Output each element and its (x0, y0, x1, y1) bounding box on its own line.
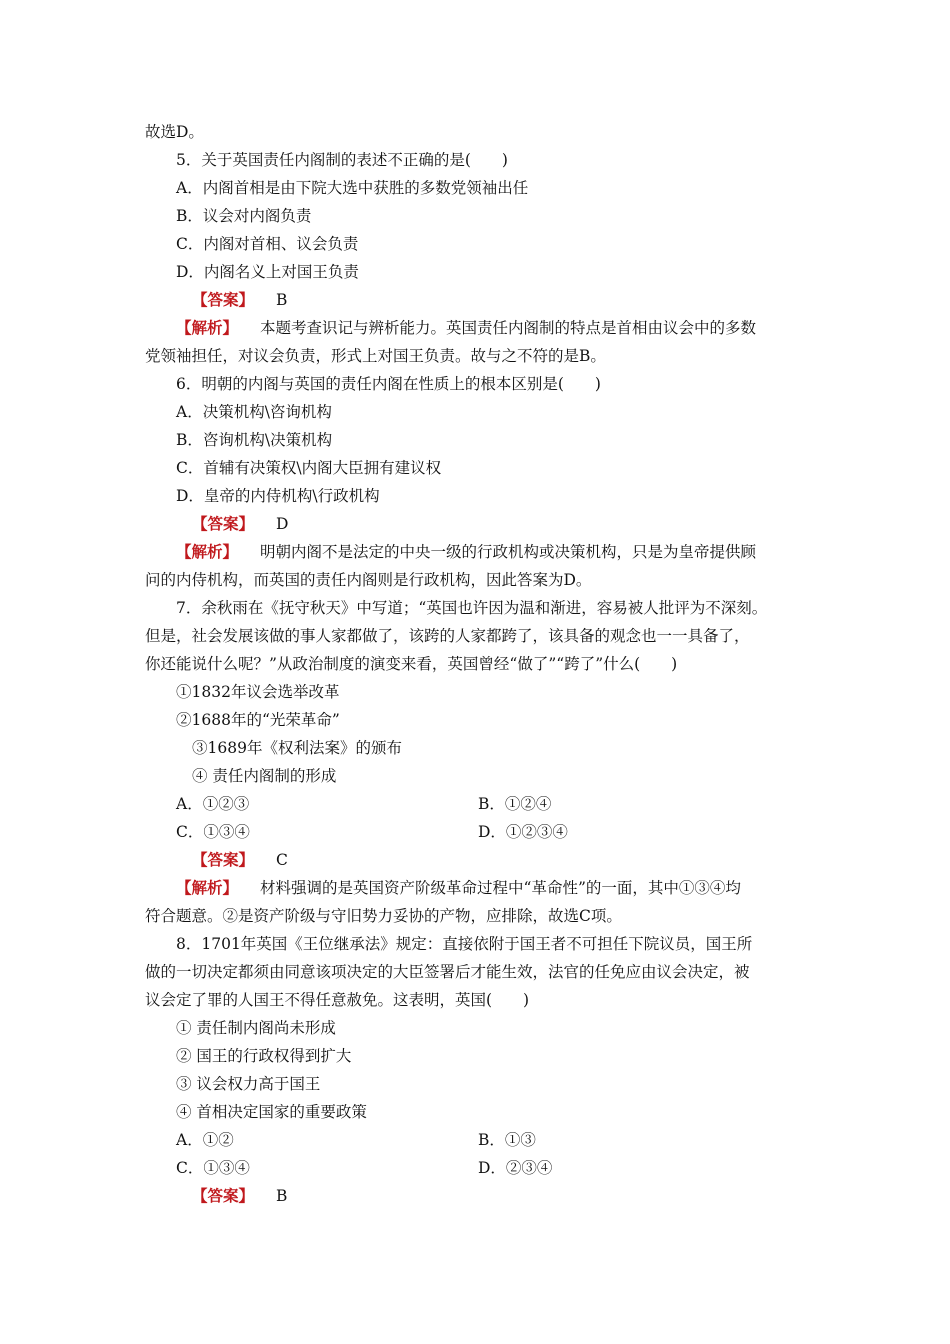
question-5: 5．关于英国责任内阁制的表述不正确的是( ) (176, 151, 508, 169)
statement-4: ④ 首相决定国家的重要政策 (176, 1103, 367, 1121)
answer-line (192, 850, 872, 870)
answer-value: C (276, 851, 288, 869)
answer-line (192, 1186, 872, 1206)
option-b: B．①②④ (478, 795, 552, 813)
option-a: A．①② (176, 1131, 234, 1149)
analysis-text: 明朝内阁不是法定的中央一级的行政机构或决策机构，只是为皇帝提供顾 (260, 543, 757, 561)
statement-1: ①1832年议会选举改革 (176, 683, 340, 701)
analysis-text: 本题考查识记与辨析能力。英国责任内阁制的特点是首相由议会中的多数 (260, 319, 757, 337)
answer-tag: 【答案】 (192, 1186, 255, 1205)
answer-value: B (276, 1187, 288, 1205)
question-7: 7．余秋雨在《抚守秋天》中写道；“英国也许因为温和渐进，容易被人批评为不深刻。 (176, 599, 768, 617)
statement-2: ②1688年的“光荣革命” (176, 711, 340, 729)
question-7-text: 你还能说什么呢？”从政治制度的演变来看，英国曾经“做了”“跨了”什么( ) (145, 655, 678, 673)
analysis-line (176, 318, 856, 338)
answer-tag: 【答案】 (192, 514, 255, 533)
option-d: D．①②③④ (478, 823, 568, 841)
statement-3: ③1689年《权利法案》的颁布 (192, 739, 402, 757)
statement-3: ③ 议会权力高于国王 (176, 1075, 321, 1093)
text-line: 故选D。 (145, 123, 204, 141)
option-b: B．①③ (478, 1131, 536, 1149)
analysis-text: 符合题意。②是资产阶级与守旧势力妥协的产物，应排除，故选C项。 (145, 907, 622, 925)
analysis-text: 材料强调的是英国资产阶级革命过程中“革命性”的一面，其中①③④均 (260, 879, 741, 897)
analysis-line (176, 878, 856, 898)
analysis-text: 党领袖担任，对议会负责，形式上对国王负责。故与之不符的是B。 (145, 347, 606, 365)
analysis-tag: 【解析】 (176, 318, 239, 337)
option-a: A．决策机构\咨询机构 (176, 403, 332, 421)
option-d: D．②③④ (478, 1159, 553, 1177)
statement-1: ① 责任制内阁尚未形成 (176, 1019, 336, 1037)
answer-tag: 【答案】 (192, 290, 255, 309)
answer-line (192, 290, 872, 310)
answer-value: D (276, 515, 289, 533)
option-d: D．内阁名义上对国王负责 (176, 263, 359, 281)
question-8-text: 议会定了罪的人国王不得任意赦免。这表明，英国( ) (145, 991, 530, 1009)
statement-4: ④ 责任内阁制的形成 (192, 767, 337, 785)
analysis-line (176, 542, 856, 562)
answer-value: B (276, 291, 288, 309)
statement-2: ② 国王的行政权得到扩大 (176, 1047, 352, 1065)
analysis-text: 问的内侍机构，而英国的责任内阁则是行政机构，因此答案为D。 (145, 571, 592, 589)
question-7-text: 但是，社会发展该做的事人家都做了，该跨的人家都跨了，该具备的观念也一一具备了， (145, 627, 750, 645)
question-6: 6．明朝的内阁与英国的责任内阁在性质上的根本区别是( ) (176, 375, 601, 393)
option-c: C．①③④ (176, 823, 250, 841)
answer-tag: 【答案】 (192, 850, 255, 869)
answer-line (192, 514, 872, 534)
option-b: B．咨询机构\决策机构 (176, 431, 333, 449)
option-c: C．首辅有决策权\内阁大臣拥有建议权 (176, 459, 442, 477)
option-b: B．议会对内阁负责 (176, 207, 312, 225)
option-a: A．①②③ (176, 795, 250, 813)
question-8: 8．1701年英国《王位继承法》规定：直接依附于国王者不可担任下院议员，国王所 (176, 935, 753, 953)
question-8-text: 做的一切决定都须由同意该项决定的大臣签署后才能生效，法官的任免应由议会决定，被 (145, 963, 750, 981)
option-c: C．内阁对首相、议会负责 (176, 235, 359, 253)
analysis-tag: 【解析】 (176, 542, 239, 561)
analysis-tag: 【解析】 (176, 878, 239, 897)
option-a: A．内阁首相是由下院大选中获胜的多数党领袖出任 (176, 179, 529, 197)
option-c: C．①③④ (176, 1159, 250, 1177)
option-d: D．皇帝的内侍机构\行政机构 (176, 487, 380, 505)
